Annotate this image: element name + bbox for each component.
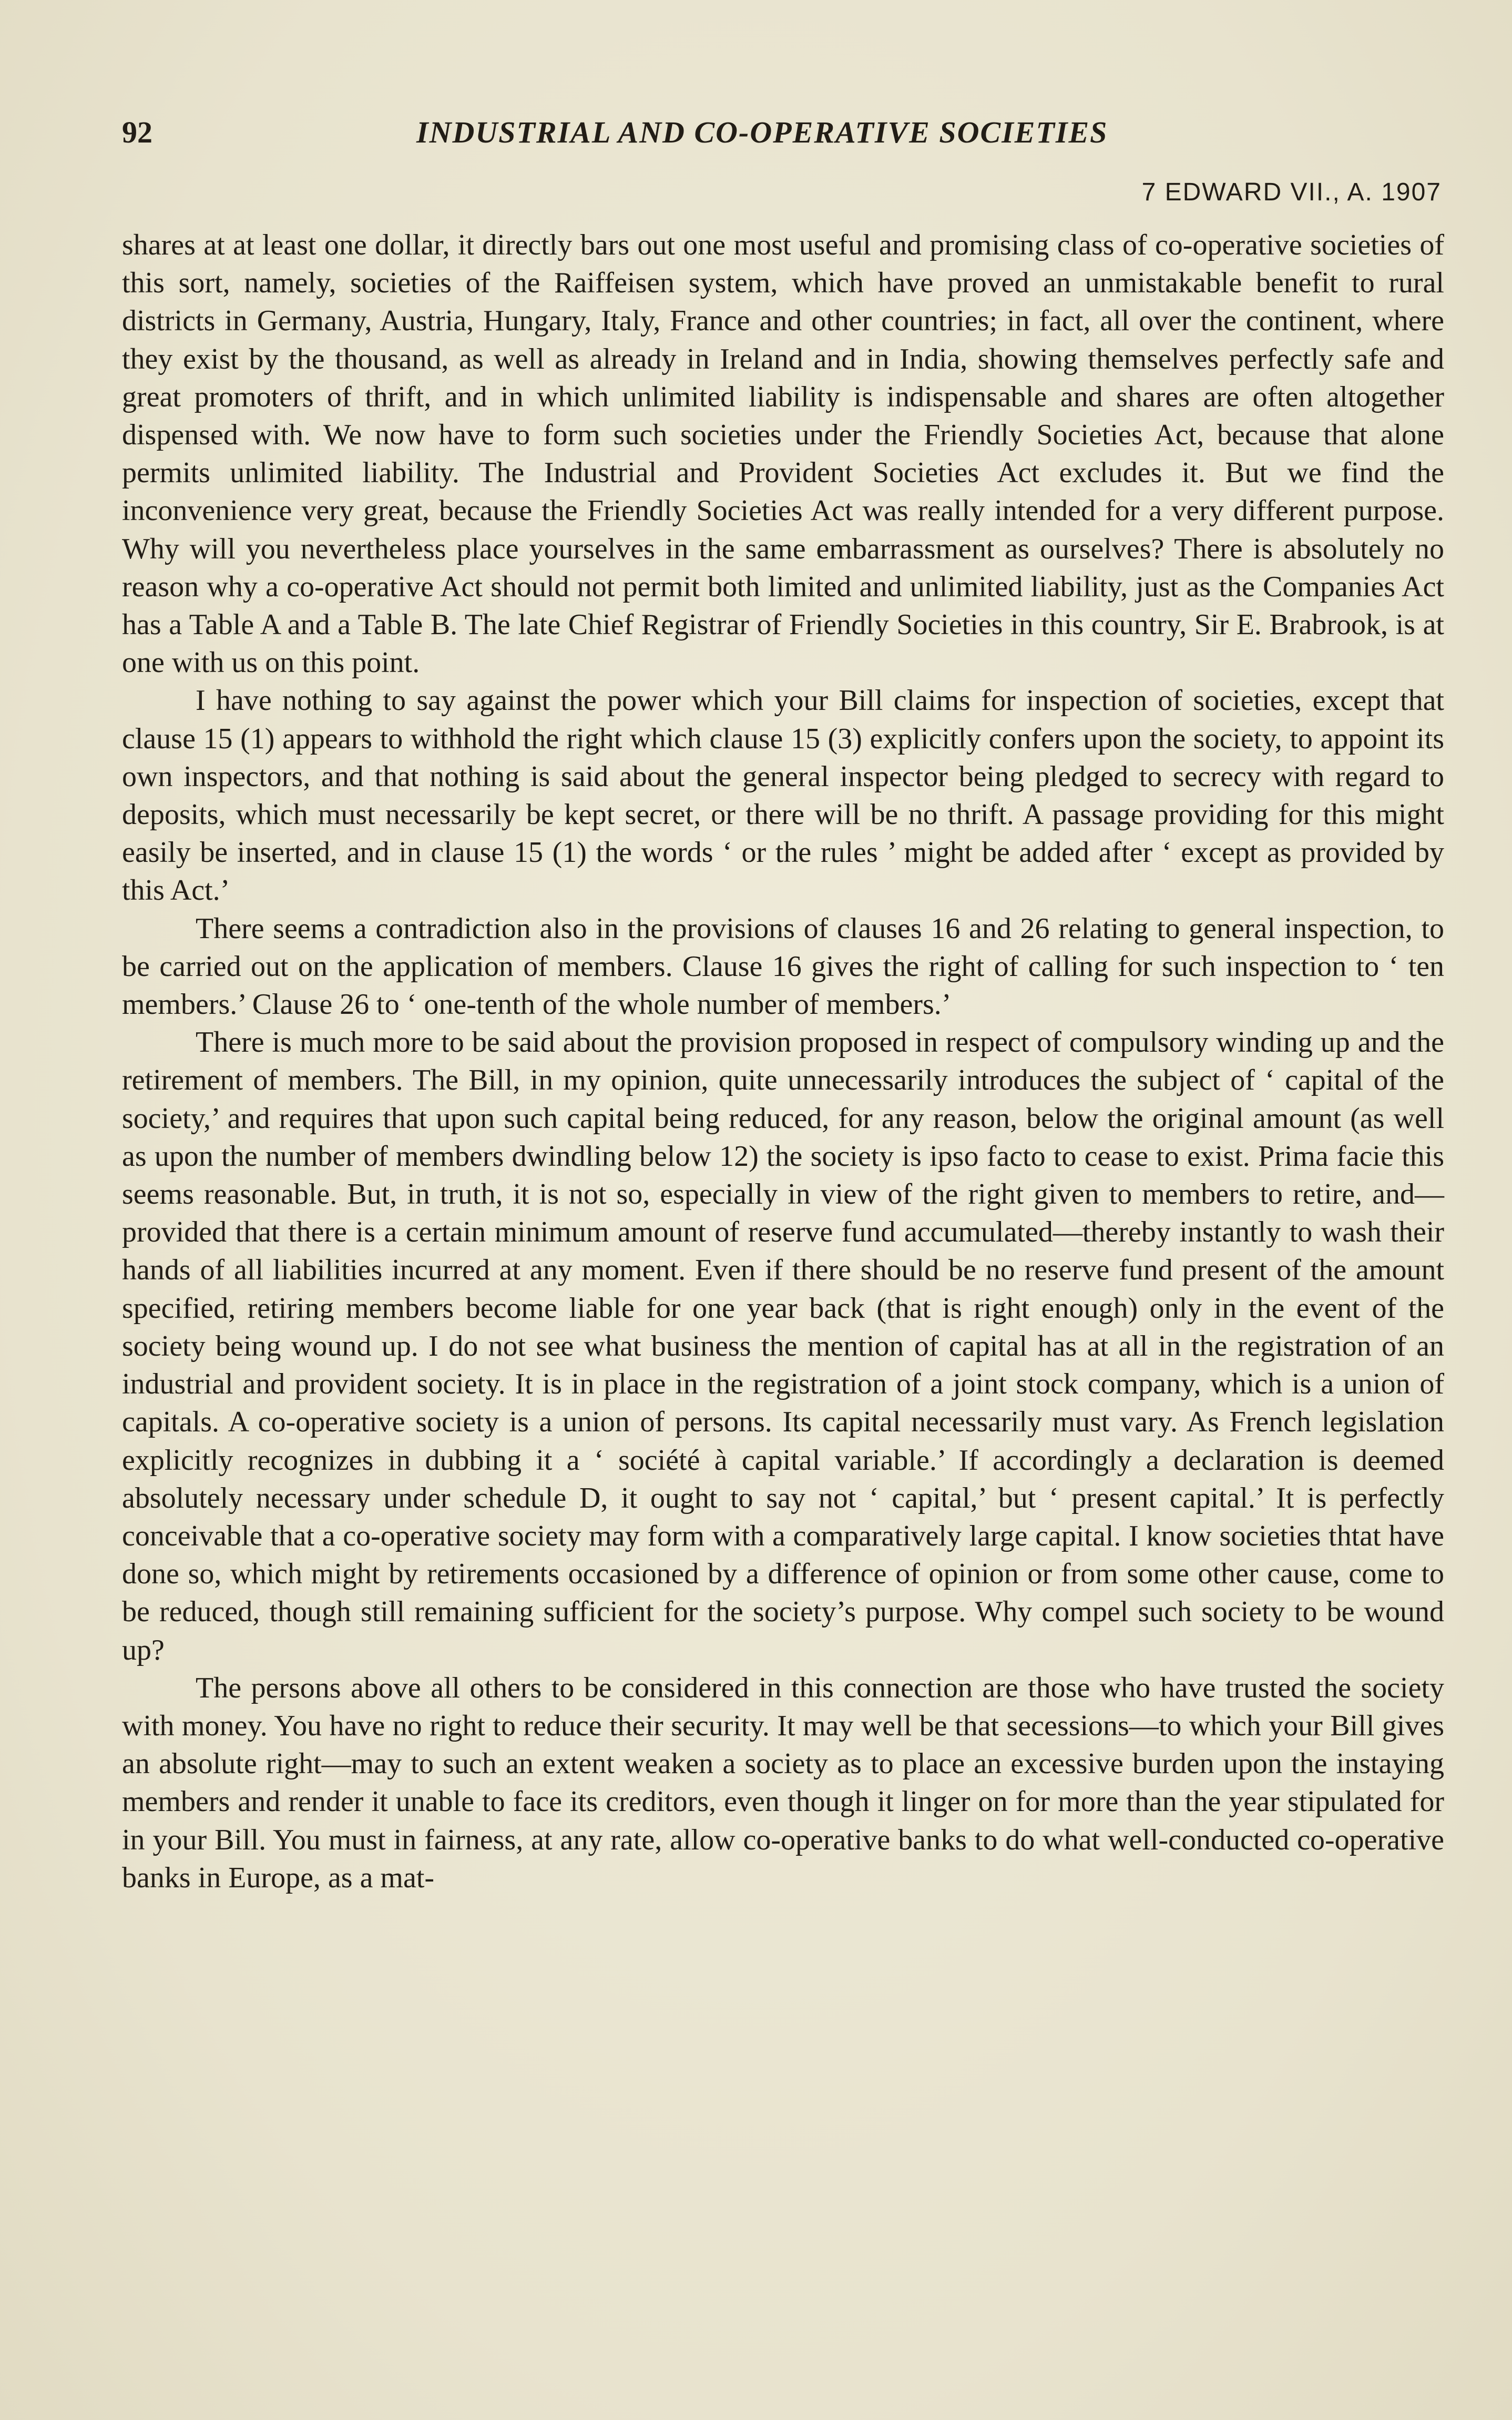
page-number: 92	[122, 115, 152, 149]
paragraph-1: shares at at least one dollar, it directly bars out one most useful and promising class of co-operative societies of this sort, namely, societies of the Raiffeisen system, which have proved an unmistakable benefit to rural districts in Germany, Austria, Hungary, Italy, France and other countries; in fact, all over the continent, where they exist by the thousand, as well as already in Ireland and in India, showing themselves perfectly safe and great promoters of thrift, and in which unlimited liability is indispensable and shares are often altogether dispensed with. We now have to form such societies under the Friendly Societies Act, because that alone permits unlimited liability. The Industrial and Provident Societies Act excludes it. But we find the inconvenience very great, because the Friendly Societies Act was really intended for a very different purpose. Why will you nevertheless place yourselves in the same embarrassment as ourselves? There is absolutely no reason why a co-operative Act should not permit both limited and unlimited liability, just as the Companies Act has a Table A and a Table B. The late Chief Registrar of Friendly Societies in this country, Sir E. Brabrook, is at one with us on this point.	[122, 229, 1444, 679]
paragraph-3: There seems a contradiction also in the provisions of clauses 16 and 26 relating to general inspection, to be carried out on the application of members. Clause 16 gives the right of calling for such inspection to ‘ ten members.’ Clause 26 to ‘ one-tenth of the whole number of members.’	[122, 912, 1444, 1021]
paragraph-5: The persons above all others to be considered in this connection are those who have trusted the society with money. You have no right to reduce their security. It may well be that secessions—to which your Bill gives an absolute right—may to such an extent weaken a society as to place an excessive burden upon the instaying members and render it unable to face its creditors, even though it linger on for more than the year stipulated for in your Bill. You must in fairness, at any rate, allow co-operative banks to do what well-conducted co-operative banks in Europe, as a mat-	[122, 1671, 1444, 1894]
body-text	[122, 226, 1444, 1897]
page-header	[122, 111, 1417, 154]
running-title: INDUSTRIAL AND CO-OPERATIVE SOCIETIES	[416, 115, 1108, 149]
paragraph-2: I have nothing to say against the power which your Bill claims for inspection of societies, except that clause 15 (1) appears to withhold the right which clause 15 (3) explicitly confers upon the society, to appoint its own inspectors, and that nothing is said about the general inspector being pledged to secrecy with regard to deposits, which must necessarily be kept secret, or there will be no thrift. A passage providing for this might easily be inserted, and in clause 15 (1) the words ‘ or the rules ’ might be added after ‘ except as provided by this Act.’	[122, 684, 1444, 907]
session-note: 7 EDWARD VII., A. 1907	[1141, 178, 1442, 206]
paragraph-4: There is much more to be said about the provision proposed in respect of compulsory winding up and the retirement of members. The Bill, in my opinion, quite unnecessarily introduces the subject of ‘ capital of the society,’ and requires that upon such capital being reduced, for any reason, below the original amount (as well as upon the number of members dwindling below 12) the society is ipso facto to cease to exist. Prima facie this seems reasonable. But, in truth, it is not so, especially in view of the right given to members to retire, and—provided that there is a certain minimum amount of reserve fund accumulated—thereby instantly to wash their hands of all liabilities incurred at any moment. Even if there should be no reserve fund present of the amount specified, retiring members become liable for one year back (that is right enough) only in the event of the society being wound up. I do not see what business the mention of capital has at all in the registration of an industrial and provident society. It is in place in the registration of a joint stock company, which is a union of capitals. A co-operative society is a union of persons. Its capital necessarily must vary. As French legislation explicitly recognizes in dubbing it a ‘ société à capital variable.’ If accordingly a declaration is deemed absolutely necessary under schedule D, it ought to say not ‘ capital,’ but ‘ present capital.’ It is perfectly conceivable that a co-operative society may form with a comparatively large capital. I know societies thtat have done so, which might by retirements occasioned by a difference of opinion or from some other cause, come to be reduced, though still remaining sufficient for the society’s purpose. Why compel such society to be wound up?	[122, 1026, 1444, 1666]
